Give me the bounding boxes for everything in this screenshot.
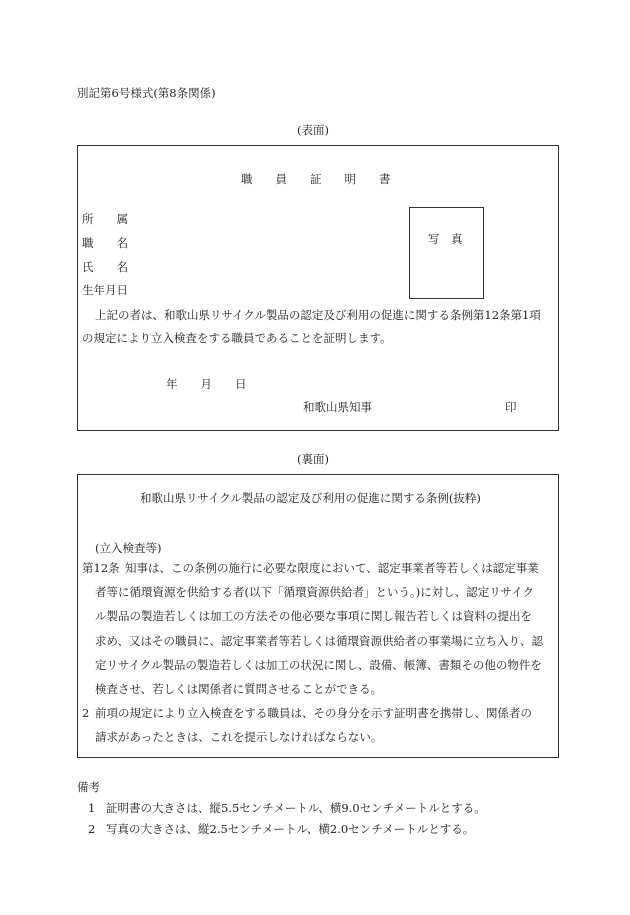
ordinance-title: 和歌山県リサイクル製品の認定及び利用の促進に関する条例(抜粋)	[140, 491, 481, 505]
certification-line-1: 上記の者は、和歌山県リサイクル製品の認定及び利用の促進に関する条例第12条第1項	[95, 308, 541, 322]
article-line: 定リサイクル製品の製造若しくは加工の状況に関し、設備、帳簿、書類その他の物件を	[95, 658, 542, 672]
notes-heading: 備考	[77, 780, 100, 794]
field-label-position: 職 名	[82, 236, 128, 250]
note-text: 証明書の大きさは、縦5.5センチメートル、横9.0センチメートルとする。	[106, 801, 486, 815]
paragraph-2-line: 請求があったときは、これを提示しなければならない。	[95, 730, 383, 744]
note-number: 2	[88, 822, 96, 836]
article-first-line: 知事は、この条例の施行に必要な限度において、認定事業者等若しくは認定事業	[125, 561, 539, 575]
field-label-birthdate: 生年月日	[82, 283, 128, 297]
form-number: 別記第6号様式(第8条関係)	[77, 86, 216, 100]
date-line: 年 月 日	[166, 377, 247, 391]
article-number: 第12条	[82, 561, 120, 575]
article-heading: (立入検査等)	[95, 541, 162, 555]
article-line: 検査させ、若しくは関係者に質問させることができる。	[95, 682, 383, 696]
field-label-affiliation: 所 属	[82, 212, 128, 226]
article-line: 求め、又はその職員に、認定事業者等若しくは循環資源供給者の事業場に立ち入り、認	[95, 634, 544, 648]
certificate-front-box	[77, 145, 559, 431]
back-section-label: (裏面)	[297, 452, 329, 466]
paragraph-2-line: 前項の規定により立入検査をする職員は、その身分を示す証明書を携帯し、関係者の	[95, 706, 532, 720]
article-line: 者等に循環資源を供給する者(以下「循環資源供給者」という。)に対し、認定リサイク	[95, 585, 534, 599]
front-section-label: (表面)	[297, 123, 329, 137]
field-label-name: 氏 名	[82, 260, 128, 274]
photo-frame	[409, 207, 484, 299]
issuer: 和歌山県知事	[303, 400, 372, 414]
note-text: 写真の大きさは、縦2.5センチメートル、横2.0センチメートルとする。	[106, 822, 475, 836]
photo-label: 写 真	[428, 232, 463, 246]
paragraph-2-number: 2	[82, 706, 90, 720]
certificate-title: 職 員 証 明 書	[241, 172, 391, 186]
note-number: 1	[88, 801, 96, 815]
certification-line-2: の規定により立入検査をする職員であることを証明します。	[82, 331, 392, 345]
seal-mark: 印	[505, 400, 517, 414]
article-line: ル製品の製造若しくは加工の方法その他必要な事項に関し報告若しくは資料の提出を	[95, 609, 532, 623]
